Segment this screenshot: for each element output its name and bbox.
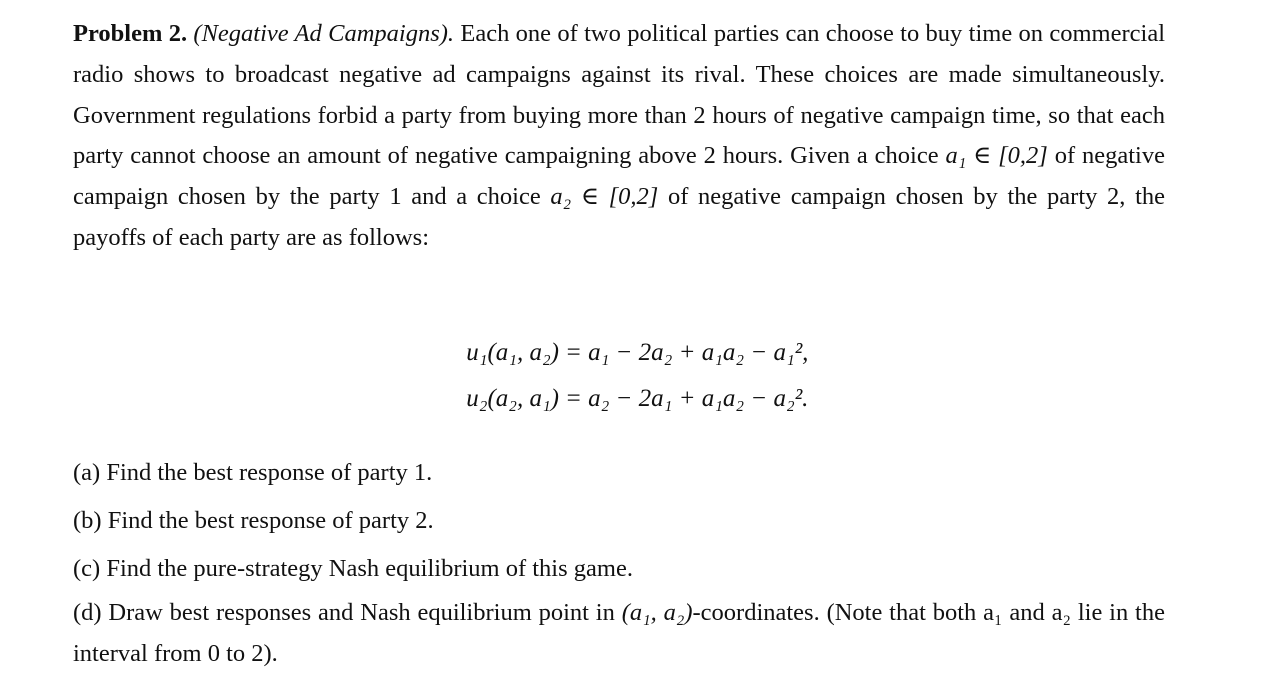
part-b: (b) Find the best response of party 2. [73,507,434,534]
problem-page [73,14,1165,667]
a2-set: a₂ ∈ [0,2] [550,183,659,211]
problem-number: Problem 2. [73,20,188,47]
equation-lhs: u₁(a₁, a₂) [466,339,559,366]
part-d-text: (d) Draw best responses and Nash equilibrium point in [73,599,622,626]
equation-rhs: = a₂ − 2a₁ + a₁a₂ − a₂². [565,385,809,412]
part-d-note: (Note that both a₁ and a₂ lie in the interval from 0 to 2). [73,599,1165,667]
payoff-equations [425,330,808,422]
problem-text-2: of negative campaign chosen by the party 1 and a choice [73,142,1165,211]
part-d-suffix: -coordinates. [692,599,820,626]
problem-text-3: of negative campaign chosen by the party 2, the payoffs of each party are as follows: [73,183,1165,251]
problem-text-1: Each one of two political parties can choose to buy time on commercial radio shows to broadcast negative ad campaigns against its rival. These choices are made simultaneously. Government regulations forbid a party from buying more than 2 hours of negative campaign time, so that each party cannot choose an amount of negative campaigning above 2 hours. Given a choice [73,20,1165,170]
equation-rhs: = a₁ − 2a₂ + a₁a₂ − a₁², [565,339,809,366]
a1-set: a₁ ∈ [0,2] [945,142,1048,170]
equation-row [425,330,808,376]
part-d [73,593,1165,675]
part-d-coords: (a₁, a₂) [621,599,693,626]
part-c: (c) Find the pure-strategy Nash equilibrium of this game. [73,555,633,582]
problem-title: (Negative Ad Campaigns). [193,20,455,47]
equation-lhs: u₂(a₂, a₁) [466,385,559,412]
equation-row [425,376,808,422]
problem-parts [73,449,1165,675]
problem-statement [73,14,1165,259]
part-a: (a) Find the best response of party 1. [73,459,433,486]
